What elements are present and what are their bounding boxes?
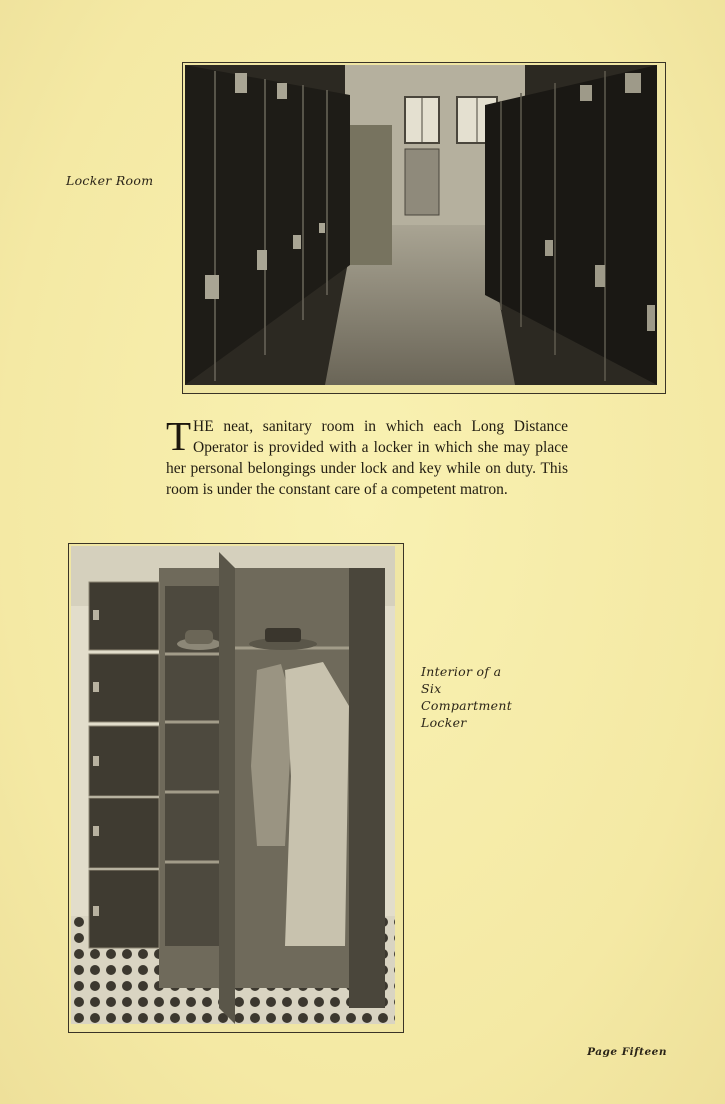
locker-room-caption: Locker Room xyxy=(66,173,154,188)
locker-room-photo xyxy=(182,62,666,394)
caption-line: Six xyxy=(421,681,442,696)
page-number: Page Fifteen xyxy=(587,1046,667,1058)
caption-line: Locker xyxy=(421,715,467,730)
caption-line: Compartment xyxy=(421,698,513,713)
locker-interior-photo xyxy=(68,543,404,1033)
description-text: HE neat, sanitary room in which each Long Distance Operator is provided with a locker in which she may place her personal belongings under lock and key while on duty. This room is under the constant care of a competent matron. xyxy=(166,418,568,498)
description-paragraph xyxy=(166,413,568,500)
caption-line: Interior of a xyxy=(421,664,502,679)
locker-interior-caption xyxy=(421,663,541,731)
drop-cap: T xyxy=(166,413,192,459)
